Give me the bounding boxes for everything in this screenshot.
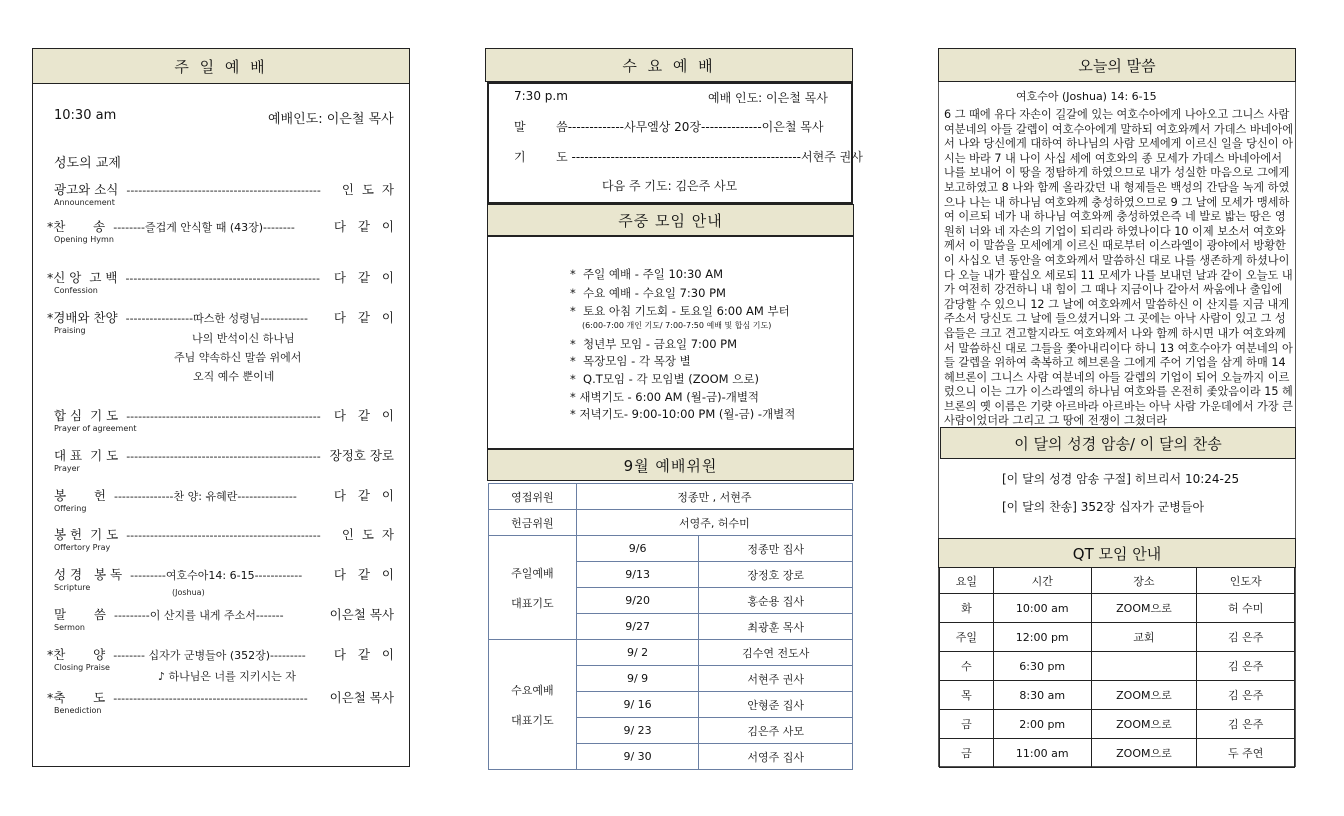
fellowship-label: 성도의 교제 [54,156,121,171]
wed-person: 김은주 사모 [699,718,853,744]
roster-title: 9월 예배위원 [487,449,854,481]
wed-leader: 예배 인도: 이은철 목사 [708,91,828,105]
sunday-label-line1: 주일예배 [511,566,554,580]
order-label: *축 도 [47,690,106,705]
qt-day: 수 [940,652,994,681]
qt-table [939,567,1295,768]
order-detail: ---------여호수아14: 6-15------------ [130,569,303,582]
sunday-date: 9/13 [576,562,699,588]
qt-title: QT 모임 안내 [938,538,1296,568]
memory-hymn: [이 달의 찬송] 352장 십자가 군병들아 [1002,500,1205,514]
todays-word-title: 오늘의 말씀 [938,48,1296,82]
order-english: Scripture [54,583,91,592]
wednesday-prayer-label [489,640,577,770]
wednesday-service-title: 수 요 예 배 [485,48,853,82]
closing-praise-line: ♪ 하나님은 너를 지키시는 자 [158,670,296,683]
wed-prayer: 기 도 -----------------------------------------------------서현주 권사 [514,150,863,164]
order-label: 대 표 기 도 [54,448,119,463]
wed-person: 서영주 집사 [699,744,853,770]
qt-leader: 김 은주 [1197,623,1295,652]
qt-place: 교회 [1091,623,1197,652]
order-row [54,525,394,552]
order-detail: ------------------------------------------------- [125,272,320,285]
order-row [54,605,394,632]
sunday-person: 정종만 집사 [699,536,853,562]
service-time: 10:30 am [54,108,117,123]
order-leader: 다 같 이 [333,567,394,582]
wed-person: 김수연 전도사 [699,640,853,666]
order-detail: ------------------------------------------------- [126,450,321,463]
order-detail: --------즐겁게 안식할 때 (43장)-------- [113,221,295,234]
qt-leader: 허 수미 [1197,594,1295,623]
order-label: 봉 헌 기 도 [54,527,119,542]
order-row [47,217,394,244]
scripture-text: 6 그 때에 유다 자손이 길갈에 있는 여호수아에게 나아오고 그니스 사람 여분네의 아들 갈렙이 여호수아에게 말하되 여호와께서 가데스 바네아에서 나와 당신에게 대하여 하나님의 사람 모세에게 이르신 일을 당신이 아시는 바라 7 내 나이 사십 세에 여호와의 종 모세가 가데스 바네아에서 나를 보내어 이 땅을 정탐하게 하였으므로 내가 성실한 마음으로 그에게 보고하였고 8 나와 함께 올라갔던 내 형제들은 백성의 간담을 녹게 하였으나 나는 내 하나님 여호와께 충성하였으므로 9 그 날에 모세가 맹세하여 이르되 네가 내 하나님 여호와께 충성하였은즉 네 발로 밟는 땅은 영원히 너와 네 자손의 기업이 되리라 하였나이다 10 이제 보소서 여호와께서 이 말씀을 모세에게 이르신 때로부터 이스라엘이 광야에서 방황한 이 사십오 년 동안을 여호와께서 말씀하신 대로 나를 생존하게 하셨나이다 오늘 내가 팔십오 세로되 11 모세가 나를 보내던 날과 같이 오늘도 내가 여전히 강건하니 내 힘이 그 때나 지금이나 같아서 싸움에나 출입에 감당할 수 있으니 12 그 날에 여호와께서 말씀하신 이 산지를 지금 내게 주소서 당신도 그 날에 들으셨거니와 그 곳에는 아낙 사람이 있고 그 성읍들은 크고 견고할지라도 여호와께서 나와 함께 하시면 내가 여호와께서 말씀하신 대로 그들을 쫓아내리이다 하니 13 여호수아가 여분네의 아들 갈렙을 위하여 축복하고 헤브론을 그에게 주어 기업을 삼게 하매 14 헤브론이 그니스 사람 여분네의 아들 갈렙의 기업이 되어 오늘까지 이르렀으니 이는 그가 이스라엘의 하나님 여호와를 온전히 좇았음이라 15 헤브론의 옛 이름은 기럇 아르바라 아르바는 아낙 사람 가운데에서 가장 큰 사람이었더라 그리고 그 땅에 전쟁이 그쳤더라 [944,108,1294,428]
order-detail: ------------------------------------------------- [126,410,321,423]
order-leader: 다 같 이 [333,219,394,234]
qt-time: 10:00 am [993,594,1091,623]
order-leader: 인 도 자 [341,182,394,197]
praise-line-2: 주님 약속하신 말씀 위에서 [174,351,302,364]
qt-time: 6:30 pm [993,652,1091,681]
order-english: Confession [54,286,98,295]
qt-row [940,739,1295,768]
order-row [47,688,394,715]
order-english: Benediction [54,706,102,715]
order-leader: 장정호 장로 [329,448,394,463]
order-leader: 다 같 이 [333,270,394,285]
qt-header-day: 요일 [940,568,994,594]
order-row [47,645,394,672]
order-english: Prayer of agreement [54,424,137,433]
order-leader: 이은철 목사 [329,690,394,705]
meeting-item: * 수요 예배 - 수요일 7:30 PM [570,286,726,300]
wed-person: 안형준 집사 [699,692,853,718]
wed-date: 9/ 9 [576,666,699,692]
order-label: *찬 양 [47,647,106,662]
order-label: *신 앙 고 백 [47,270,118,285]
qt-leader: 김 은주 [1197,652,1295,681]
wed-label-line1: 수요예배 [511,683,554,697]
offering-label: 헌금위원 [489,510,577,536]
memory-title: 이 달의 성경 암송/ 이 달의 찬송 [940,427,1296,459]
order-detail: ------------------------------------------------- [113,692,308,705]
greeter-label: 영접위원 [489,484,577,510]
scripture-subtitle: (Joshua) [172,588,205,597]
wed-next-prayer: 다음 주 기도: 김은주 사모 [602,179,738,193]
qt-header-time: 시간 [993,568,1091,594]
qt-leader: 김 은주 [1197,710,1295,739]
order-label: 봉 헌 [54,488,106,503]
order-detail: ---------------찬 양: 유혜란--------------- [113,490,297,503]
order-detail: -------- 십자가 군병들아 (352장)--------- [113,649,306,662]
qt-leader: 김 은주 [1197,681,1295,710]
scripture-reference: 여호수아 (Joshua) 14: 6-15 [1016,90,1157,103]
qt-day: 금 [940,710,994,739]
wed-label-line2: 대표기도 [511,713,554,727]
meeting-item: (6:00-7:00 개인 기도/ 7:00-7:50 예배 및 합심 기도) [582,321,772,330]
meeting-item: * 토요 아침 기도회 - 토요일 6:00 AM 부터 [570,304,790,318]
roster-table [488,483,853,770]
wed-date: 9/ 16 [576,692,699,718]
qt-row [940,681,1295,710]
offering-names: 서영주, 허수미 [576,510,852,536]
sunday-service-title: 주 일 예 배 [32,48,410,84]
meeting-item: * 새벽기도 - 6:00 AM (월-금)-개별적 [570,390,760,404]
wed-date: 9/ 2 [576,640,699,666]
qt-time: 2:00 pm [993,710,1091,739]
qt-time: 8:30 am [993,681,1091,710]
qt-leader: 두 주연 [1197,739,1295,768]
qt-row [940,652,1295,681]
order-detail: -----------------따스한 성령님------------ [125,312,308,325]
sunday-date: 9/20 [576,588,699,614]
order-label: 광고와 소식 [54,182,119,197]
qt-day: 목 [940,681,994,710]
sunday-person: 최광훈 목사 [699,614,853,640]
sunday-person: 장정호 장로 [699,562,853,588]
wed-sermon: 말 씀-------------사무엘상 20장--------------이은철 목사 [514,120,824,134]
order-label: 성 경 봉 독 [54,567,123,582]
order-row [47,268,394,295]
table-row [489,536,853,562]
order-leader: 인 도 자 [341,527,394,542]
order-row [54,406,394,433]
qt-time: 11:00 am [993,739,1091,768]
sunday-label-line2: 대표기도 [511,596,554,610]
sunday-person: 홍순용 집사 [699,588,853,614]
wed-date: 9/ 30 [576,744,699,770]
qt-row [940,623,1295,652]
order-leader: 다 같 이 [333,310,394,325]
sunday-date: 9/27 [576,614,699,640]
order-english: Prayer [54,464,80,473]
order-label: *찬 송 [47,219,106,234]
order-english: Sermon [54,623,85,632]
order-english: Offertory Pray [54,543,111,552]
qt-row [940,594,1295,623]
order-leader: 다 같 이 [333,488,394,503]
order-label: *경배와 찬양 [47,310,118,325]
order-leader: 다 같 이 [333,647,394,662]
table-row [489,640,853,666]
meeting-item: * 목장모임 - 각 목장 별 [570,354,691,368]
order-detail: ------------------------------------------------- [126,184,321,197]
order-row [54,180,394,207]
order-label: 말 씀 [54,607,106,622]
memory-verse: [이 달의 성경 암송 구절] 히브리서 10:24-25 [1002,472,1240,486]
qt-place: ZOOM으로 [1091,594,1197,623]
wed-date: 9/ 23 [576,718,699,744]
qt-header-row [940,568,1295,594]
order-leader: 다 같 이 [333,408,394,423]
qt-day: 주일 [940,623,994,652]
meeting-item: * 주일 예배 - 주일 10:30 AM [570,267,724,281]
service-leader: 예배인도: 이은철 목사 [268,112,394,127]
order-row [54,486,394,513]
qt-header-place: 장소 [1091,568,1197,594]
praise-line-1: 나의 반석이신 하나님 [192,332,295,345]
order-detail: ---------이 산지를 내게 주소서------- [113,609,284,622]
wed-time: 7:30 p.m [514,89,568,103]
qt-row [940,710,1295,739]
order-row [54,446,394,473]
order-english: Praising [54,326,86,335]
praise-line-3: 오직 예수 뿐이네 [193,370,275,383]
meeting-item: * 저녁기도- 9:00-10:00 PM (월-금) -개별적 [570,407,796,421]
meeting-item: * 청년부 모임 - 금요일 7:00 PM [570,337,738,351]
qt-place: ZOOM으로 [1091,681,1197,710]
qt-header-leader: 인도자 [1197,568,1295,594]
sunday-date: 9/6 [576,536,699,562]
weekday-meetings-title: 주중 모임 안내 [487,204,854,236]
qt-place [1091,652,1197,681]
order-english: Announcement [54,198,115,207]
order-english: Opening Hymn [54,235,114,244]
order-english: Closing Praise [54,663,110,672]
qt-time: 12:00 pm [993,623,1091,652]
wed-person: 서현주 권사 [699,666,853,692]
greeter-names: 정종만 , 서현주 [576,484,852,510]
qt-day: 화 [940,594,994,623]
order-row [47,308,394,335]
order-label: 합 심 기 도 [54,408,119,423]
order-detail: ------------------------------------------------- [126,529,321,542]
order-row [54,565,394,592]
order-english: Offering [54,504,87,513]
qt-place: ZOOM으로 [1091,739,1197,768]
qt-day: 금 [940,739,994,768]
order-leader: 이은철 목사 [329,607,394,622]
meeting-item: * Q.T모임 - 각 모임별 (ZOOM 으로) [570,372,759,386]
qt-place: ZOOM으로 [1091,710,1197,739]
sunday-prayer-label [489,536,577,640]
